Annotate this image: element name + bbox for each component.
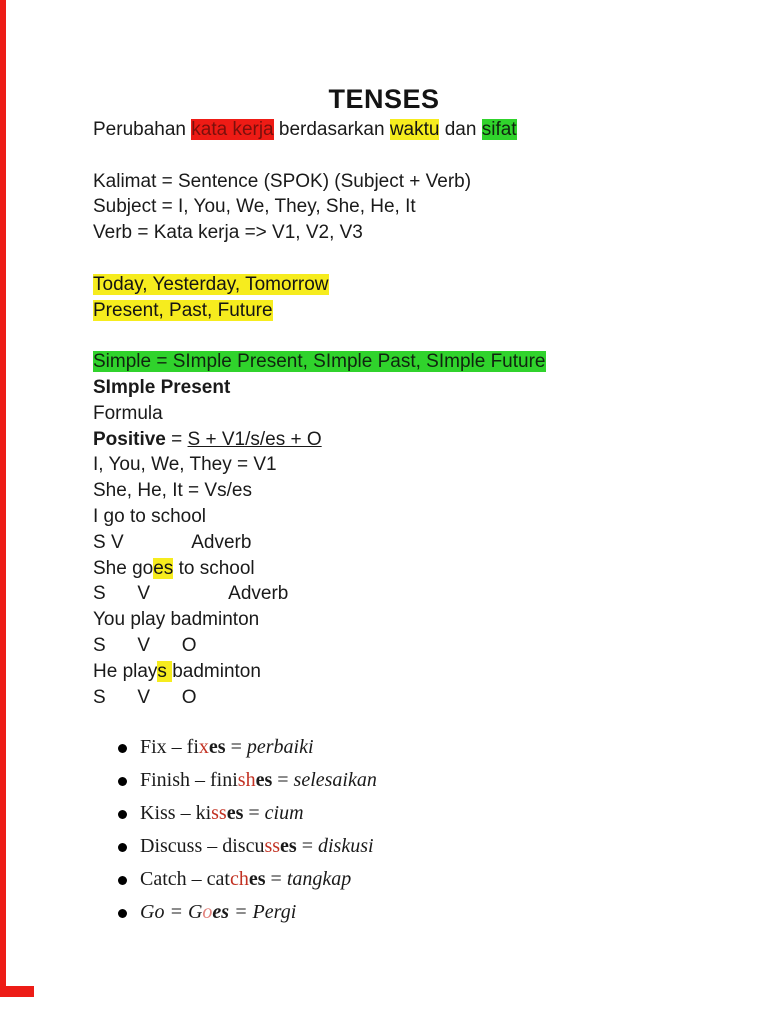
text-segment: Positive xyxy=(93,428,166,450)
text-segment: tangkap xyxy=(286,868,352,890)
doc-line xyxy=(93,427,748,453)
text-segment: Formula xyxy=(93,402,163,424)
text-segment: = xyxy=(243,802,265,824)
doc-line xyxy=(93,633,748,659)
text-segment: I, You, We, They = V1 xyxy=(93,454,277,476)
bullet-dot-icon xyxy=(118,810,127,819)
text-segment: You play badminton xyxy=(93,609,260,631)
doc-line xyxy=(93,685,748,711)
doc-line xyxy=(93,272,748,298)
doc-line xyxy=(93,298,748,324)
bullet-dot-icon xyxy=(118,744,127,753)
bullet-dot-icon xyxy=(118,876,127,885)
highlighted-text: sifat xyxy=(481,119,517,140)
text-segment: I go to school xyxy=(93,505,207,527)
page-title: TENSES xyxy=(328,84,440,114)
text-segment: She go xyxy=(93,557,154,579)
scan-artifact-left-bar xyxy=(0,0,6,997)
doc-line xyxy=(93,194,748,220)
bullet-list xyxy=(93,731,748,929)
text-segment: to school xyxy=(173,557,255,579)
text-segment: o xyxy=(202,901,213,923)
doc-lines xyxy=(93,117,748,710)
text-segment: badminton xyxy=(172,660,261,682)
text-segment: Kalimat = Sentence (SPOK) (Subject + Verb) xyxy=(93,170,472,192)
text-segment: es xyxy=(226,802,244,824)
text-segment: = xyxy=(296,835,318,857)
highlighted-text: Today, Yesterday, Tomorrow xyxy=(93,273,329,295)
text-segment: x xyxy=(198,736,209,758)
highlighted-text: waktu xyxy=(389,119,440,140)
doc-line xyxy=(93,556,748,582)
text-segment: berdasarkan xyxy=(273,119,390,140)
text-segment: dan xyxy=(439,119,482,140)
doc-line xyxy=(93,452,748,478)
text-segment: perbaiki xyxy=(246,736,314,758)
highlighted-text: kata kerja xyxy=(191,119,274,140)
text-segment: cium xyxy=(264,802,304,824)
text-segment: = xyxy=(265,868,287,890)
bullet-item xyxy=(93,731,748,764)
text-segment: Subject = I, You, We, They, She, He, It xyxy=(93,196,416,218)
doc-line xyxy=(93,607,748,633)
bullet-item xyxy=(93,830,748,863)
text-segment: Fix – fi xyxy=(140,736,199,758)
text-segment: Kiss – ki xyxy=(140,802,212,824)
scan-artifact-bottom-bar xyxy=(0,986,34,997)
doc-line xyxy=(93,401,748,427)
doc-line xyxy=(93,478,748,504)
text-segment: Discuss – discu xyxy=(140,835,265,857)
text-segment: es xyxy=(255,769,273,791)
doc-line xyxy=(93,581,748,607)
text-segment: selesaikan xyxy=(293,769,377,791)
text-segment: She, He, It = Vs/es xyxy=(93,480,252,502)
text-segment: Go = G xyxy=(140,901,203,923)
text-segment: diskusi xyxy=(317,835,374,857)
text-segment: S + V1/s/es + O xyxy=(187,428,322,450)
bullet-item xyxy=(93,896,748,929)
bullet-dot-icon xyxy=(118,909,127,918)
text-segment: He play xyxy=(93,660,158,682)
text-segment: Finish – fini xyxy=(140,769,238,791)
text-segment: es xyxy=(212,901,230,923)
bullet-dot-icon xyxy=(118,777,127,786)
blank-line xyxy=(93,143,748,169)
doc-line xyxy=(93,375,748,401)
doc-line xyxy=(93,659,748,685)
text-segment: Verb = Kata kerja => V1, V2, V3 xyxy=(93,222,363,244)
text-segment: Catch – cat xyxy=(140,868,230,890)
text-segment: = xyxy=(225,736,247,758)
text-segment: S V Adverb xyxy=(93,583,289,605)
blank-line xyxy=(93,246,748,272)
bullet-dot-icon xyxy=(118,843,127,852)
doc-line xyxy=(93,530,748,556)
text-segment: = xyxy=(272,769,294,791)
doc-line xyxy=(93,169,748,195)
doc-line xyxy=(93,349,748,375)
text-segment: es xyxy=(248,868,266,890)
text-segment: ch xyxy=(229,868,249,890)
highlighted-text: es xyxy=(153,557,174,579)
text-segment: SImple Present xyxy=(93,376,231,398)
text-segment: es xyxy=(208,736,226,758)
text-segment: sh xyxy=(237,769,256,791)
text-segment: ss xyxy=(211,802,227,824)
doc-line xyxy=(93,117,748,143)
bullet-item xyxy=(93,764,748,797)
text-segment: = xyxy=(165,428,188,450)
highlighted-text: s xyxy=(157,660,173,682)
doc-line xyxy=(93,504,748,530)
text-segment: S V O xyxy=(93,634,197,656)
text-segment: S V Adverb xyxy=(93,531,252,553)
text-segment: Perubahan xyxy=(93,119,192,140)
highlighted-text: Present, Past, Future xyxy=(93,299,273,321)
doc-line xyxy=(93,220,748,246)
highlighted-text: Simple = SImple Present, SImple Past, SImple Future xyxy=(93,351,546,373)
bullet-item xyxy=(93,797,748,830)
blank-line xyxy=(93,323,748,349)
text-segment: es xyxy=(280,835,297,857)
bullet-item xyxy=(93,863,748,896)
text-segment: S V O xyxy=(93,686,197,708)
text-segment: ss xyxy=(264,835,281,857)
text-segment: = Pergi xyxy=(229,901,297,923)
